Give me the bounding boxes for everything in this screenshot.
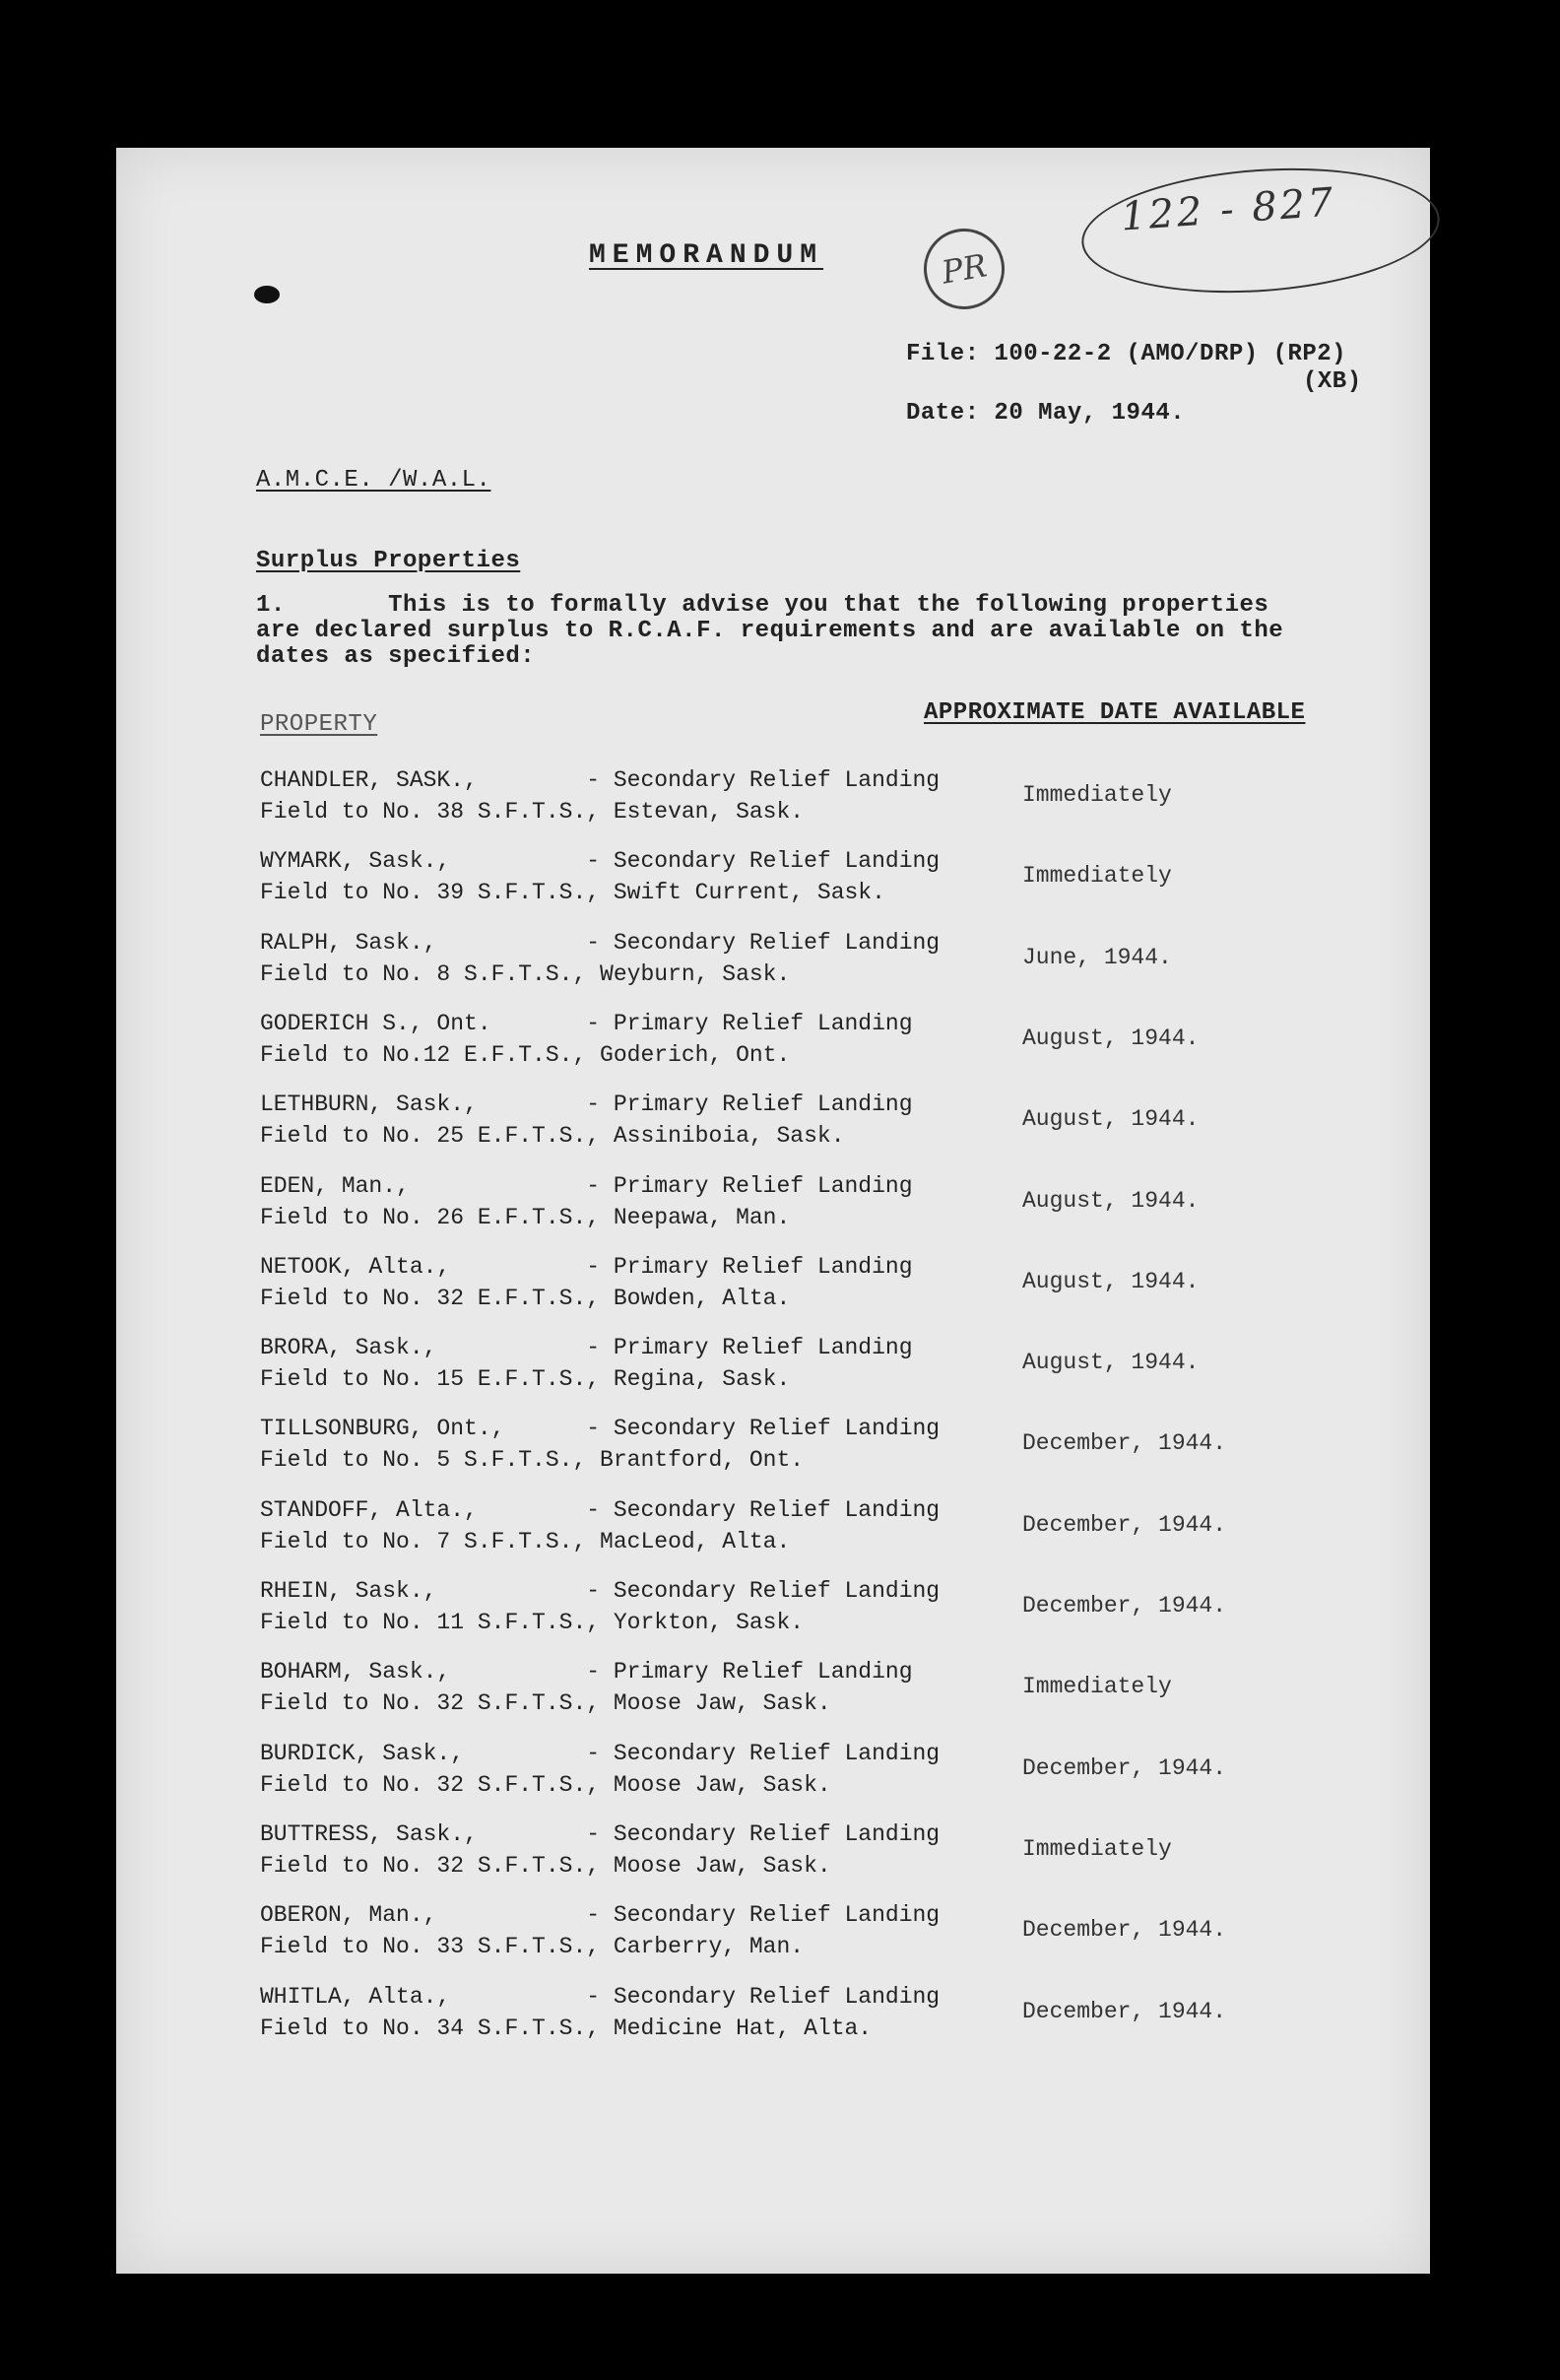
available-date: June, 1944. [1022,944,1172,970]
property-name-line: TILLSONBURG, Ont., - Secondary Relief Landing [260,1416,941,1442]
property-name-line: OBERON, Man., - Secondary Relief Landing [260,1902,941,1929]
property-name-line: BUTTRESS, Sask., - Secondary Relief Landing [260,1820,941,1847]
initials: PR [939,246,990,292]
property-name-line: WHITLA, Alta., - Secondary Relief Landing [260,1983,941,2010]
property-field-line: Field to No. 33 S.F.T.S., Carberry, Man. [260,1934,805,1960]
property-field-line: Field to No. 32 S.F.T.S., Moose Jaw, Sask. [260,1771,831,1798]
available-date: August, 1944. [1022,1106,1200,1133]
addressee: A.M.C.E. /W.A.L. [256,467,491,494]
available-date: December, 1944. [1022,1430,1227,1457]
property-field-line: Field to No. 15 E.F.T.S., Regina, Sask. [260,1366,791,1393]
property-name-line: LETHBURN, Sask., - Primary Relief Landing [260,1091,913,1118]
property-name-line: EDEN, Man., - Primary Relief Landing [260,1172,913,1199]
available-date: August, 1944. [1022,1187,1200,1214]
property-field-line: Field to No. 11 S.F.T.S., Yorkton, Sask. [260,1610,805,1635]
property-entry [260,1008,913,1071]
paragraph-line: dates as specified: [256,643,536,670]
available-date: August, 1944. [1022,1350,1200,1376]
date-value: 20 May, 1944. [994,400,1186,427]
initials-stamp [918,223,1011,316]
property-field-line: Field to No. 8 S.F.T.S., Weyburn, Sask. [260,960,791,987]
punch-hole-mark [254,286,280,303]
property-field-line: Field to No. 32 S.F.T.S., Moose Jaw, Sask. [260,1852,831,1879]
file-reference [906,341,1346,367]
available-date: December, 1944. [1022,1917,1227,1944]
property-entry [260,1981,940,2044]
property-entry [260,1332,913,1395]
property-entry [260,927,940,990]
paragraph-line: This is to formally advise you that the following properties [388,592,1269,619]
property-entry [260,1656,913,1719]
file-label: File: [906,341,980,367]
property-field-line: Field to No.12 E.F.T.S., Goderich, Ont. [260,1041,791,1068]
property-field-line: Field to No. 34 S.F.T.S., Medicine Hat, Alta. [260,2015,873,2041]
property-entry [260,1413,940,1476]
available-date: Immediately [1022,1835,1172,1862]
property-name-line: BURDICK, Sask., - Secondary Relief Landing [260,1740,941,1766]
property-entry [260,1089,913,1152]
available-date: August, 1944. [1022,1268,1200,1294]
property-entry [260,1494,940,1557]
available-date: December, 1944. [1022,1593,1227,1619]
body-paragraph [256,593,1283,670]
property-name-line: BOHARM, Sask., - Primary Relief Landing [260,1659,913,1686]
column-header-date: APPROXIMATE DATE AVAILABLE [924,699,1306,726]
property-name-line: NETOOK, Alta., - Primary Relief Landing [260,1253,913,1280]
column-header-property: PROPERTY [260,711,378,738]
property-entry [260,1818,940,1882]
property-name-line: GODERICH S., Ont. - Primary Relief Landing [260,1010,913,1036]
property-field-line: Field to No. 39 S.F.T.S., Swift Current, Sask. [260,880,885,906]
property-name-line: STANDOFF, Alta., - Secondary Relief Landing [260,1496,941,1523]
property-name-line: RHEIN, Sask., - Secondary Relief Landing [260,1578,941,1604]
property-field-line: Field to No. 7 S.F.T.S., MacLeod, Alta. [260,1528,791,1554]
property-field-line: Field to No. 32 S.F.T.S., Moose Jaw, Sask. [260,1690,831,1717]
memo-page [116,148,1430,2274]
property-entry [260,1575,940,1638]
memo-title: MEMORANDUM [589,240,824,271]
property-field-line: Field to No. 25 E.F.T.S., Assiniboia, Sask. [260,1123,845,1150]
handwritten-file-number: 122 - 827 [1119,179,1337,240]
paragraph-number: 1. [256,592,286,619]
date-label: Date: [906,400,980,427]
property-field-line: Field to No. 26 E.F.T.S., Neepawa, Man. [260,1204,791,1230]
available-date: Immediately [1022,782,1172,808]
property-name-line: RALPH, Sask., - Secondary Relief Landing [260,929,941,956]
available-date: December, 1944. [1022,1511,1227,1538]
available-date: Immediately [1022,863,1172,890]
subject-heading: Surplus Properties [256,548,521,574]
property-entry [260,764,940,827]
property-field-line: Field to No. 32 E.F.T.S., Bowden, Alta. [260,1285,791,1311]
property-entry [260,1170,913,1233]
property-entry [260,1251,913,1314]
available-date: December, 1944. [1022,1998,1227,2024]
property-name-line: CHANDLER, SASK., - Secondary Relief Landing [260,767,941,793]
file-value: 100-22-2 (AMO/DRP) (RP2) [994,341,1347,367]
property-field-line: Field to No. 5 S.F.T.S., Brantford, Ont. [260,1447,805,1474]
property-entry [260,845,940,908]
memo-date [906,400,1185,427]
file-suffix: (XB) [1303,368,1362,395]
paragraph-line: are declared surplus to R.C.A.F. requirements and are available on the [256,618,1284,644]
property-field-line: Field to No. 38 S.F.T.S., Estevan, Sask. [260,799,805,825]
property-entry [260,1738,940,1801]
available-date: December, 1944. [1022,1754,1227,1781]
available-date: August, 1944. [1022,1025,1200,1051]
property-name-line: BRORA, Sask., - Primary Relief Landing [260,1335,913,1361]
property-entry [260,1899,940,1962]
property-name-line: WYMARK, Sask., - Secondary Relief Landing [260,848,941,875]
available-date: Immediately [1022,1674,1172,1700]
